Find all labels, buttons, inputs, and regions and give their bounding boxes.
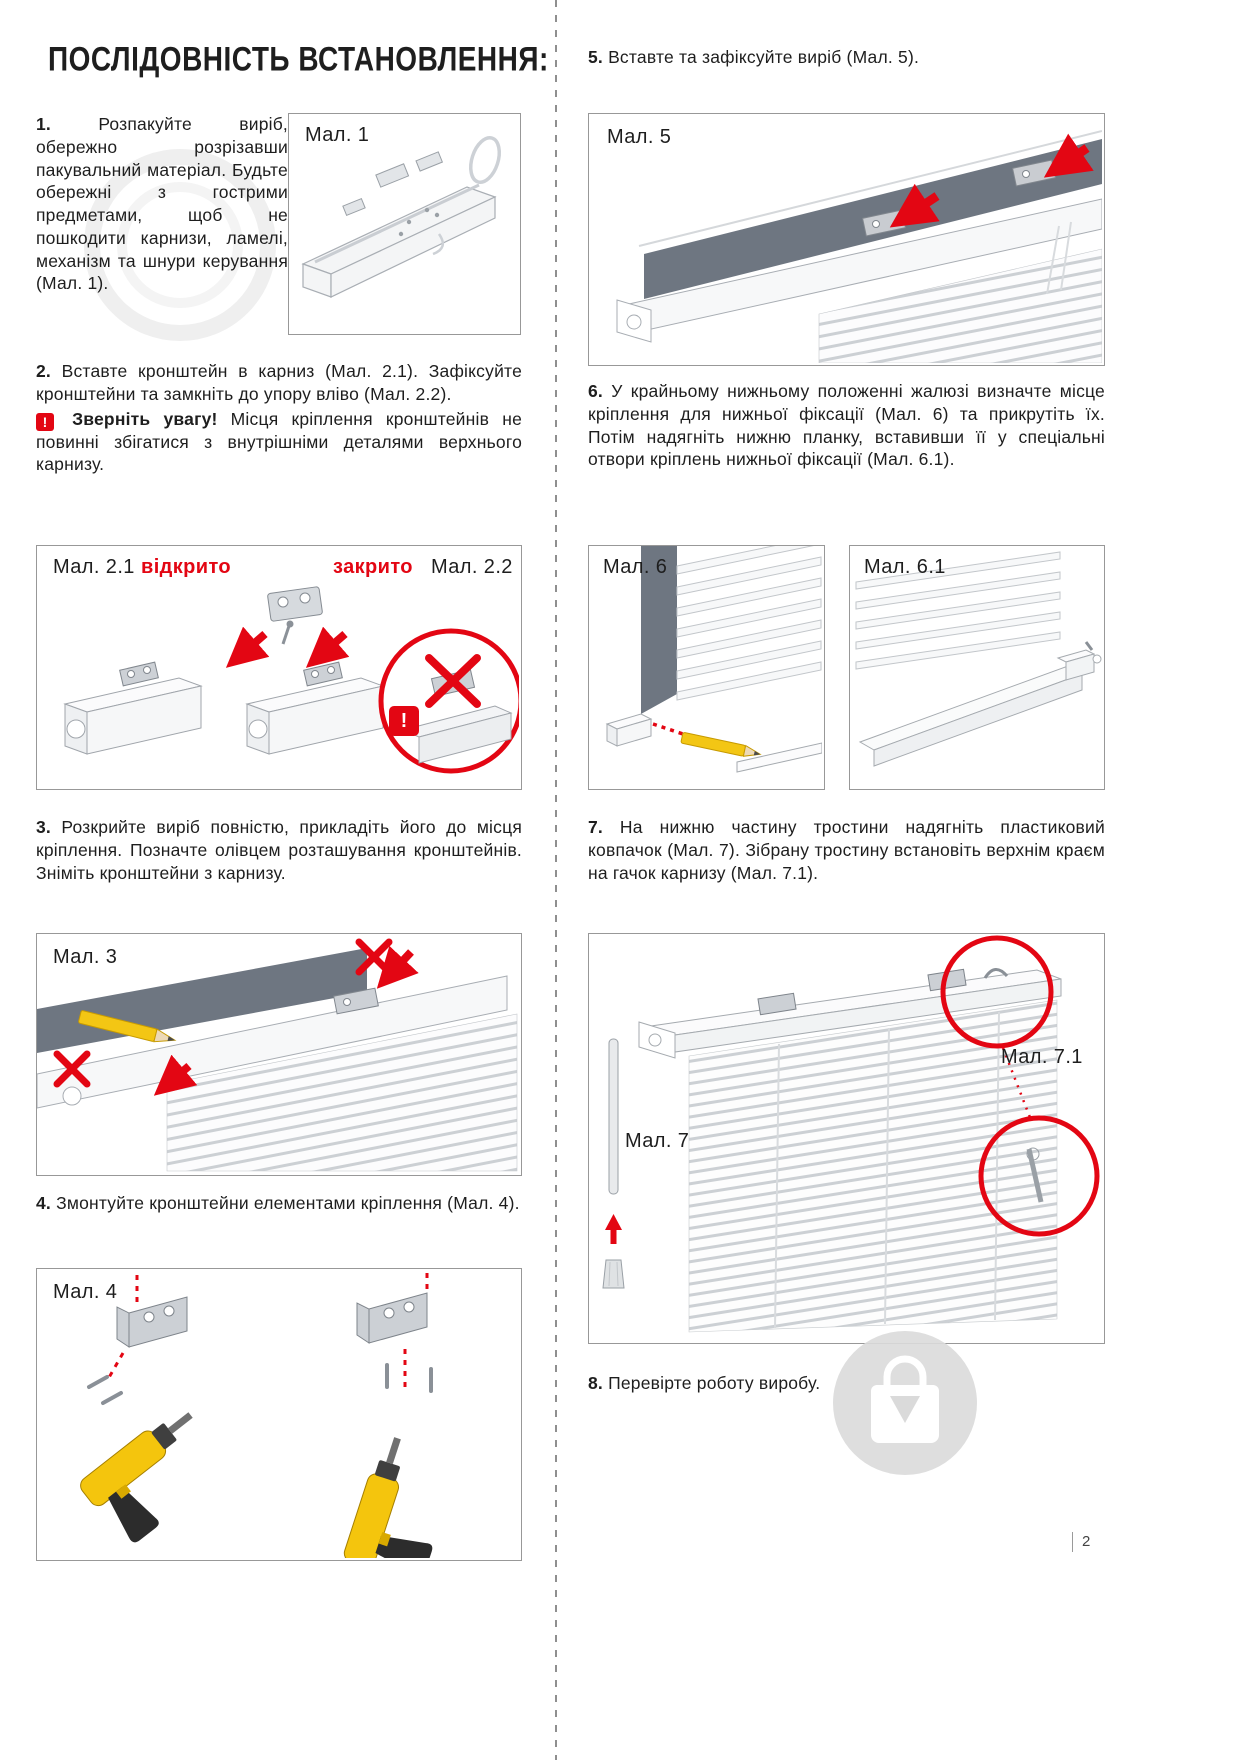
step-7-number: 7. [588, 817, 603, 837]
screws [89, 1365, 431, 1403]
figure-6-1-label: Мал. 6.1 [864, 556, 946, 578]
figure-1 [288, 113, 521, 335]
step-4-text: Змонтуйте кронштейни елементами кріплення (Мал. 4). [56, 1193, 520, 1213]
step-2-text: Вставте кронштейн в карниз (Мал. 2.1). Зафіксуйте кронштейни та замкніть до упору вліво (Мал. 2.2). [36, 361, 523, 404]
step-1-number: 1. [36, 114, 51, 134]
figure-6-label: Мал. 6 [603, 556, 668, 578]
red-arrow-right [315, 634, 345, 660]
step-6-text: У крайньому нижньому положенні жалюзі визначте місце кріплення для нижньої фіксації (Мал. 6) та прикрутіть їх. Потім надягніть нижню планку, вставивши її у спеціальні отвори кріплень нижньої фіксації (Мал. 6.1). [588, 381, 1105, 470]
figure-2 [36, 545, 522, 790]
bottom-rail [860, 666, 1082, 766]
step-6 [588, 380, 1105, 471]
wand-rod [609, 1039, 618, 1194]
left-bracket [117, 1297, 187, 1347]
step-8-number: 8. [588, 1373, 603, 1393]
right-bracket [357, 1293, 427, 1343]
figure-7-1-label: Мал. 7.1 [1001, 1046, 1083, 1068]
figure-2-1-label: Мал. 2.1 [53, 556, 135, 578]
pencil-icon [681, 732, 762, 759]
figure-5-label: Мал. 5 [607, 126, 672, 148]
cord-loop [466, 134, 505, 186]
step-7 [588, 816, 1105, 884]
center-bracket [304, 662, 343, 686]
fig6-bottom-fix-illustration [589, 546, 822, 787]
red-arrow-left [235, 634, 265, 660]
fig61-bottom-rail-illustration [850, 546, 1102, 787]
figure-4 [36, 1268, 522, 1561]
step-3-text: Розкрийте виріб повністю, прикладіть його до місця кріплення. Позначте олівцем розташування кронштейнів. Зніміть кронштейни з карнизу. [36, 817, 522, 883]
step-8-text: Перевірте роботу виробу. [608, 1373, 821, 1393]
column-divider [555, 0, 557, 1760]
step-4 [36, 1192, 522, 1215]
left-bracket [120, 662, 159, 686]
step-1 [36, 113, 288, 295]
step-5 [588, 46, 1103, 69]
fig4-drilling-illustration [37, 1269, 519, 1558]
step-1-text: Розпакуйте виріб, обережно розрізавши пакувальний матеріал. Будьте обережні з гострими предметами, щоб не пошкодити карнизи, ламелі, механізм та шнури керування (Мал. 1). [36, 114, 288, 294]
warning-icon: ! [36, 413, 54, 431]
step-6-number: 6. [588, 381, 603, 401]
exclamation-badge: ! [389, 706, 419, 736]
step-5-text: Вставте та зафіксуйте виріб (Мал. 5). [608, 47, 920, 67]
red-up-arrow-icon [605, 1214, 622, 1244]
floating-bracket [267, 587, 322, 622]
closed-label: закрито [333, 556, 413, 578]
figure-4-label: Мал. 4 [53, 1281, 118, 1303]
step-2-number: 2. [36, 361, 51, 381]
center-cornice [247, 678, 383, 754]
brand-watermark-bag-icon [832, 1330, 978, 1476]
fig5-mounting-illustration [589, 114, 1102, 363]
open-slats [677, 546, 821, 700]
step-4-number: 4. [36, 1193, 51, 1213]
drill-icon-left [77, 1403, 232, 1550]
note-text: Місця кріплення кронштейнів не повинні збігатися з внутрішніми деталями верхнього карнизу. [36, 408, 522, 475]
figure-7 [588, 933, 1105, 1344]
note-title: Зверніть увагу! [72, 408, 218, 429]
step-2 [36, 360, 522, 476]
figure-6 [588, 545, 825, 790]
figure-2-2-label: Мал. 2.2 [431, 556, 513, 578]
figure-6-1 [849, 545, 1105, 790]
fig2-bracket-illustration [37, 546, 519, 787]
figure-1-label: Мал. 1 [305, 124, 370, 146]
bottom-rail [737, 743, 822, 772]
left-cornice [65, 678, 201, 754]
fig3-marking-illustration [37, 934, 519, 1173]
step-7-text: На нижню частину тростини надягніть пластиковий ковпачок (Мал. 7). Зібрану тростину встановіть верхнім краєм на гачок карнизу (Мал. 7.1). [588, 817, 1106, 883]
open-label: відкрито [141, 556, 232, 578]
step-2-note [36, 408, 522, 477]
page-number: 2 [1072, 1532, 1090, 1552]
bottom-fix-bracket [607, 714, 651, 746]
red-arrow-upper [385, 952, 411, 980]
step-3 [36, 816, 522, 884]
plastic-cap [603, 1260, 624, 1288]
step-5-number: 5. [588, 47, 603, 67]
screw [1086, 642, 1092, 650]
drill-icon-right [342, 1433, 462, 1558]
step-3-number: 3. [36, 817, 51, 837]
page-title: ПОСЛІДОВНІСТЬ ВСТАНОВЛЕННЯ: [48, 40, 549, 78]
figure-7-label: Мал. 7 [625, 1130, 690, 1152]
figure-5 [588, 113, 1105, 366]
figure-3-label: Мал. 3 [53, 946, 118, 968]
figure-3 [36, 933, 522, 1176]
step-2-paragraph [36, 360, 522, 406]
